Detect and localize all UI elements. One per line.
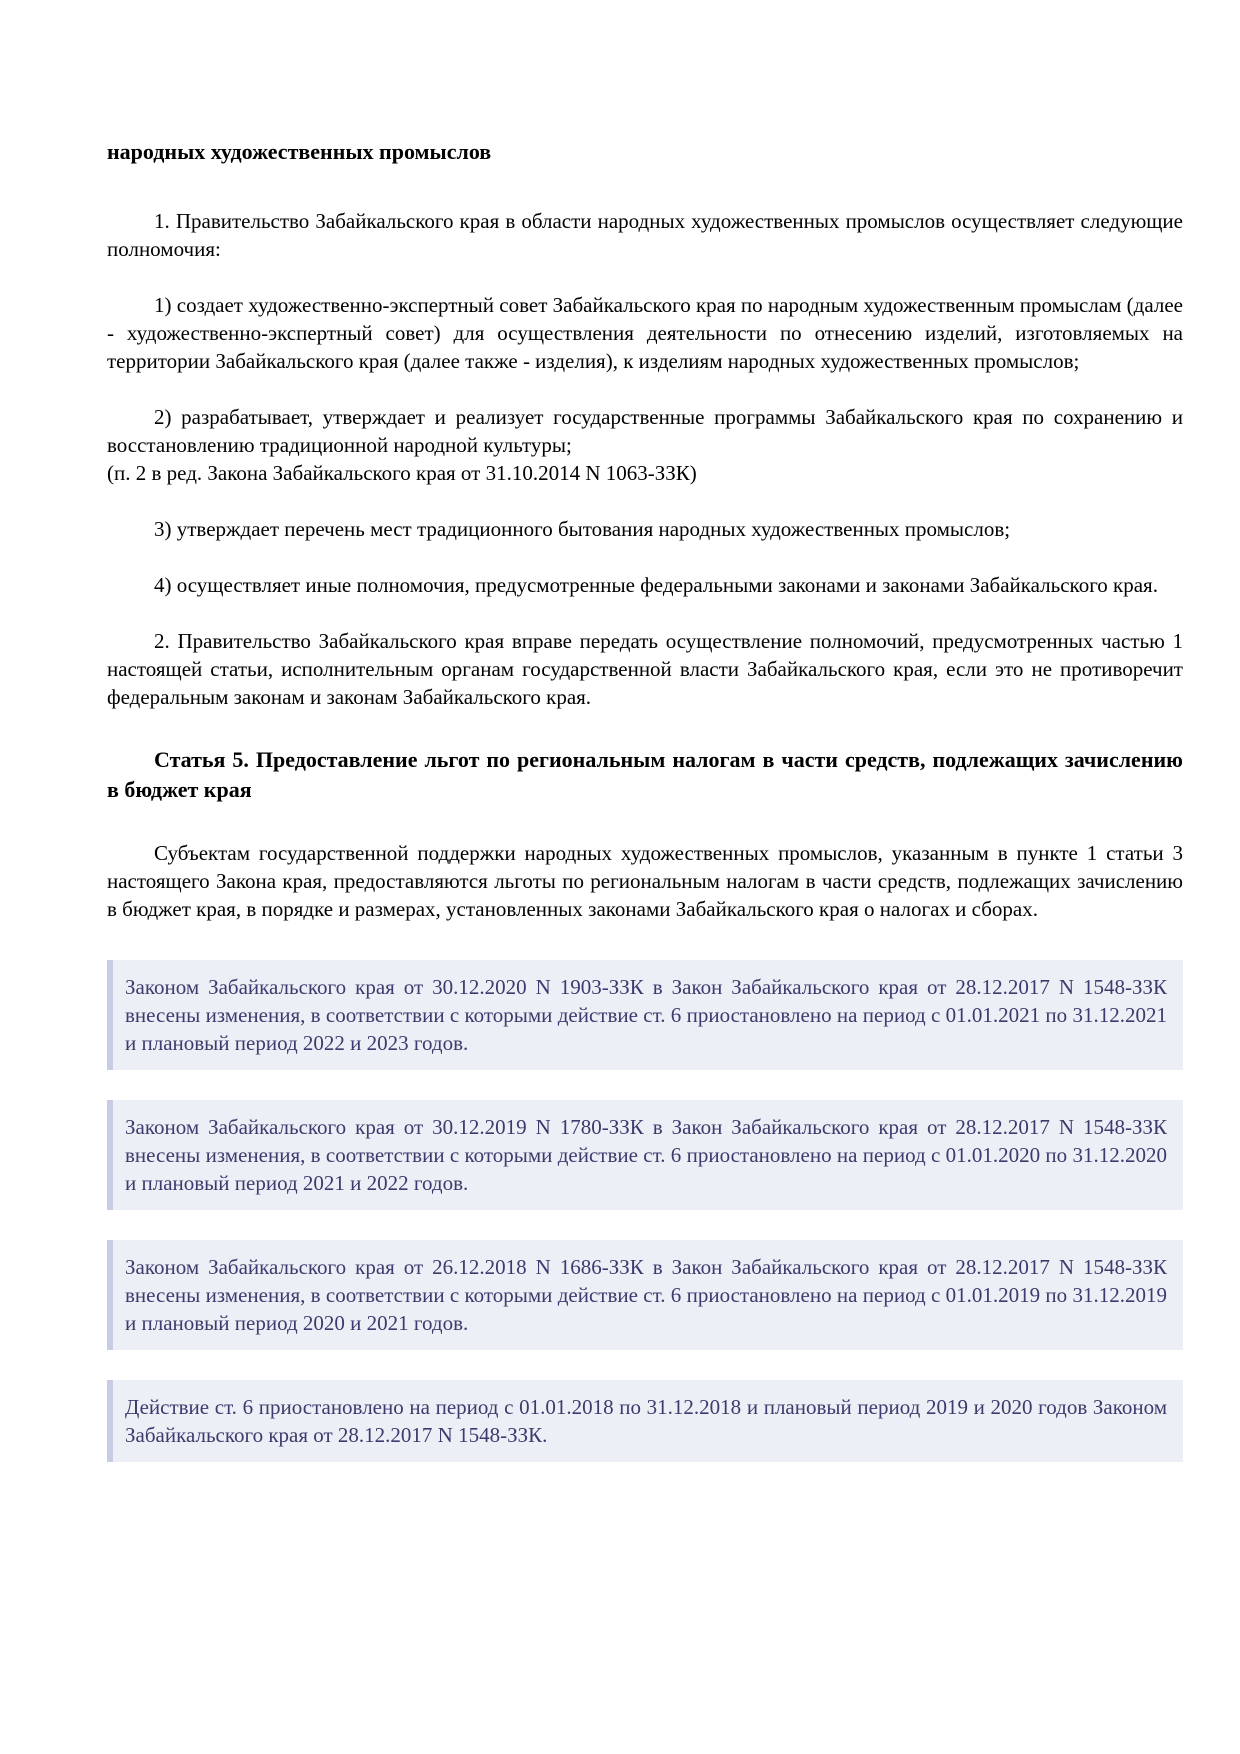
paragraph-item-1: 1) создает художественно-экспертный совет Забайкальского края по народным художественным промыслам (далее - художественно-экспертный совет) для осуществления деятельности по отнесению изделий, изготовляемых на территории Забайкальского края (далее также - изделия), к изделиям народных художественных промыслов;	[107, 293, 1183, 373]
paragraph-item-3: 3) утверждает перечень мест традиционного бытования народных художественных промыслов;	[154, 517, 1011, 541]
suspension-note-2018: Законом Забайкальского края от 26.12.2018 N 1686-ЗЗК в Закон Забайкальского края от 28.12.2017 N 1548-ЗЗК внесены изменения, в соответствии с которыми действие ст. 6 приостановлено на период с 01.01.2019 по 31.12.2019 и плановый период 2020 и 2021 годов.	[107, 1240, 1183, 1350]
article-5-body: Субъектам государственной поддержки народных художественных промыслов, указанным в пункте 1 статьи 3 настоящего Закона края, предоставляются льготы по региональным налогам в части средств, подлежащих зачислению в бюджет края, в порядке и размерах, установленных законами Забайкальского края о налогах и сборах.	[107, 841, 1183, 921]
paragraph-part-1: 1. Правительство Забайкальского края в области народных художественных промыслов осуществляет следующие полномочия:	[107, 209, 1183, 261]
suspension-note-2020: Законом Забайкальского края от 30.12.2020 N 1903-ЗЗК в Закон Забайкальского края от 28.12.2017 N 1548-ЗЗК внесены изменения, в соответствии с которыми действие ст. 6 приостановлено на период с 01.01.2021 по 31.12.2021 и плановый период 2022 и 2023 годов.	[107, 960, 1183, 1070]
suspension-note-2019: Законом Забайкальского края от 30.12.2019 N 1780-ЗЗК в Закон Забайкальского края от 28.12.2017 N 1548-ЗЗК внесены изменения, в соответствии с которыми действие ст. 6 приостановлено на период с 01.01.2020 по 31.12.2020 и плановый период 2021 и 2022 годов.	[107, 1100, 1183, 1210]
suspension-note-2017: Действие ст. 6 приостановлено на период с 01.01.2018 по 31.12.2018 и плановый период 2019 и 2020 годов Законом Забайкальского края от 28.12.2017 N 1548-ЗЗК.	[107, 1380, 1183, 1462]
paragraph-part-2: 2. Правительство Забайкальского края вправе передать осуществление полномочий, предусмотренных частью 1 настоящей статьи, исполнительным органам государственной власти Забайкальского края, если это не противоречит федеральным законам и законам Забайкальского края.	[107, 629, 1183, 709]
paragraph-item-2: 2) разрабатывает, утверждает и реализует государственные программы Забайкальского края по сохранению и восстановлению традиционной народной культуры;	[107, 405, 1183, 457]
article-5-heading: Статья 5. Предоставление льгот по региональным налогам в части средств, подлежащих зачислению в бюджет края	[107, 747, 1183, 802]
amendment-note: (п. 2 в ред. Закона Забайкальского края от 31.10.2014 N 1063-ЗЗК)	[107, 461, 697, 485]
section-heading-continuation: народных художественных промыслов	[107, 139, 492, 164]
paragraph-item-4: 4) осуществляет иные полномочия, предусмотренные федеральными законами и законами Забайкальского края.	[154, 573, 1158, 597]
